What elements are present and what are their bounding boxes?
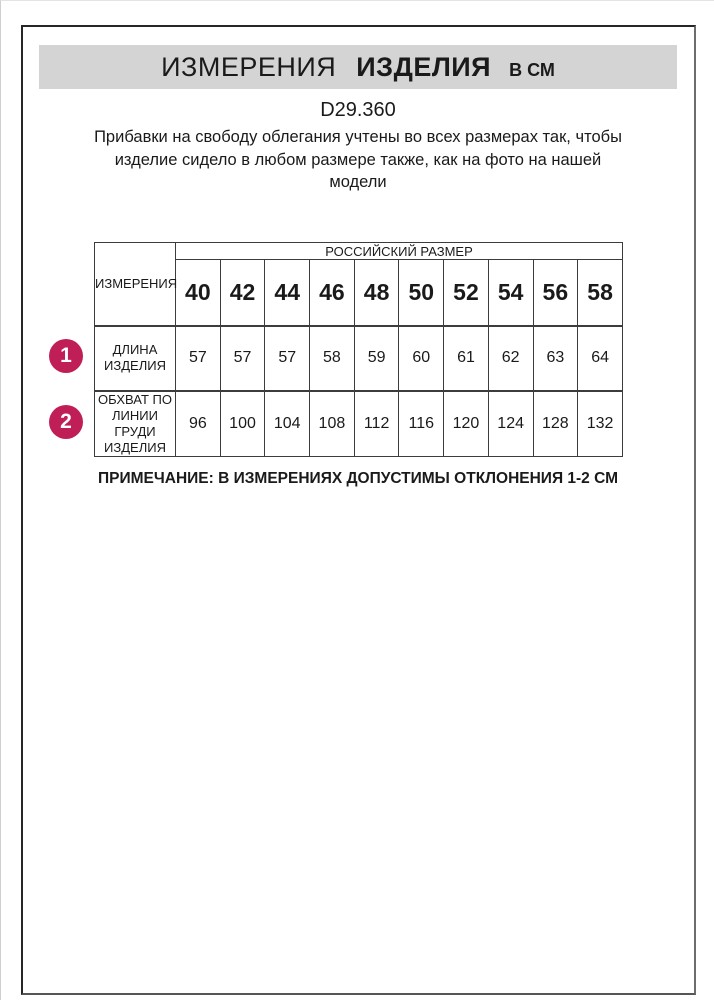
row-label-line: ЛИНИИ — [112, 407, 158, 423]
size-header-cell: 54 — [488, 260, 533, 326]
size-group-header-row — [95, 243, 623, 260]
marker-2-badge: 2 — [49, 405, 83, 439]
corner-header-cell: ИЗМЕРЕНИЯ — [95, 243, 176, 326]
value-cell: 57 — [220, 326, 265, 391]
product-code: D29.360 — [320, 99, 396, 121]
note: ПРИМЕЧАНИЕ: В ИЗМЕРЕНИЯХ ДОПУСТИМЫ ОТКЛОНЕНИЯ 1-2 СМ — [97, 470, 619, 487]
size-header-cell: 40 — [176, 260, 221, 326]
size-table — [94, 242, 623, 457]
value-cell: 63 — [533, 326, 578, 391]
row-label-chest — [95, 391, 176, 457]
size-header-cell: 56 — [533, 260, 578, 326]
value-cell: 120 — [444, 391, 489, 457]
row-label-line: ИЗДЕЛИЯ — [104, 439, 166, 455]
value-cell: 132 — [578, 391, 623, 457]
size-header-cell: 42 — [220, 260, 265, 326]
value-cell: 57 — [265, 326, 310, 391]
value-cell: 104 — [265, 391, 310, 457]
row-label-line: ДЛИНА — [112, 342, 158, 357]
description — [1, 126, 714, 194]
title-measurements: ИЗМЕРЕНИЯ — [161, 52, 337, 82]
description-line-1: Прибавки на свободу облегания учтены во всех размерах так, чтобы — [94, 128, 622, 146]
row-label-length — [95, 326, 176, 391]
value-cell: 112 — [354, 391, 399, 457]
size-header-cell: 58 — [578, 260, 623, 326]
size-header-cell: 44 — [265, 260, 310, 326]
row-label-line: ГРУДИ — [114, 423, 156, 439]
value-cell: 62 — [488, 326, 533, 391]
size-header-cell: 46 — [310, 260, 355, 326]
size-header-cell: 52 — [444, 260, 489, 326]
value-cell: 124 — [488, 391, 533, 457]
header-band — [39, 45, 677, 89]
value-cell: 116 — [399, 391, 444, 457]
description-line-2: изделие сидело в любом размере также, как на фото на нашей — [114, 150, 602, 169]
size-header-cell: 48 — [354, 260, 399, 326]
marker-1-badge: 1 — [49, 339, 83, 373]
value-cell: 61 — [444, 326, 489, 391]
size-group-header: РОССИЙСКИЙ РАЗМЕР — [176, 243, 623, 260]
title-product: ИЗДЕЛИЯ — [356, 52, 492, 82]
row-label-line: ОБХВАТ ПО — [98, 391, 172, 407]
measurement-row-length — [95, 326, 623, 391]
value-cell: 96 — [176, 391, 221, 457]
value-cell: 64 — [578, 326, 623, 391]
measurement-row-chest — [95, 391, 623, 457]
title-units: В СМ — [509, 60, 555, 80]
value-cell: 100 — [220, 391, 265, 457]
value-cell: 58 — [310, 326, 355, 391]
value-cell: 59 — [354, 326, 399, 391]
value-cell: 57 — [176, 326, 221, 391]
row-label-line: ИЗДЕЛИЯ — [104, 358, 166, 373]
value-cell: 60 — [399, 326, 444, 391]
value-cell: 108 — [310, 391, 355, 457]
description-line-3: модели — [329, 173, 387, 191]
value-cell: 128 — [533, 391, 578, 457]
size-header-cell: 50 — [399, 260, 444, 326]
